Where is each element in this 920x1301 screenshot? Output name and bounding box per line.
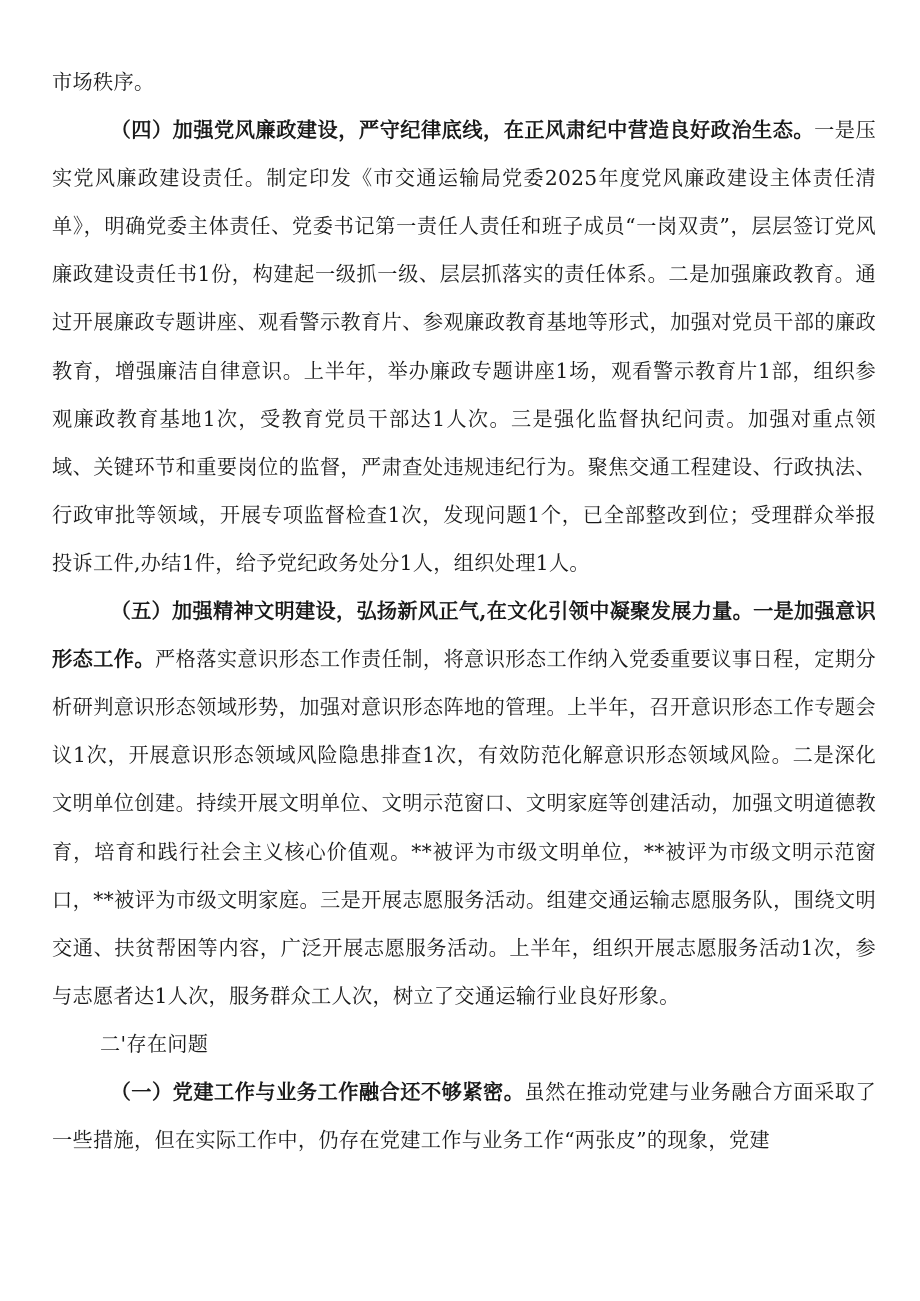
paragraph-text: 一是压实党风廉政建设责任。制定印发《市交通运输局党委2025年度党风廉政建设主体责任清单》，明确党委主体责任、党委书记第一责任人责任和班子成员“一岗双责”，层层签订党风廉政建设责任书1份，构建起一级抓一级、层层抓落实的责任体系。二是加强廉政教育。通过开展廉政专题讲座、观看警示教育片、参观廉政教育基地等形式，加强对党员干部的廉政教育，增强廉洁自律意识。上半年，举办廉政专题讲座1场，观看警示教育片1部，组织参观廉政教育基地1次，受教育党员干部达1人次。三是强化监督执纪问责。加强对重点领域、关键环节和重要岗位的监督，严肃查处违规违纪行为。聚焦交通工程建设、行政执法、行政审批等领域，开展专项监督检查1次，发现问题1个，已全部整改到位；受理群众举报投诉工件,办结1件，给予党纪政务处分1人，组织处理1人。 (52, 118, 876, 575)
section-heading-problems (52, 1020, 876, 1068)
section-heading-text: 二'存在问题 (100, 1031, 209, 1056)
paragraph-party-conduct (52, 106, 876, 587)
paragraph-text: 虽然在推动党建与业务融合方面采取了一些措施，但在实际工作中，仍存在党建工作与业务工作“两张皮”的现象，党建 (52, 1079, 876, 1153)
document-page (52, 58, 876, 1164)
paragraph-lead-heading: （五）加强精神文明建设，弘扬新风正气,在文化引领中凝聚发展力量。一是加强意识形态工作。 (52, 599, 876, 672)
paragraph-integration-issue (52, 1068, 876, 1164)
paragraph-lead-heading: （一）党建工作与业务工作融合还不够紧密。 (110, 1079, 525, 1104)
paragraph-text: 市场秩序。 (52, 70, 155, 94)
paragraph-text: 严格落实意识形态工作责任制，将意识形态工作纳入党委重要议事日程，定期分析研判意识形态领域形势，加强对意识形态阵地的管理。上半年，召开意识形态工作专题会议1次，开展意识形态领域风险隐患排查1次，有效防范化解意识形态领域风险。二是深化文明单位创建。持续开展文明单位、文明示范窗口、文明家庭等创建活动，加强文明道德教育，培育和践行社会主义核心价值观。**被评为市级文明单位，**被评为市级文明示范窗口，**被评为市级文明家庭。三是开展志愿服务活动。组建交通运输志愿服务队，围绕文明交通、扶贫帮困等内容，广泛开展志愿服务活动。上半年，组织开展志愿服务活动1次，参与志愿者达1人次，服务群众工人次，树立了交通运输行业良好形象。 (52, 647, 876, 1008)
paragraph-spiritual-civilization (52, 587, 876, 1020)
paragraph-lead-heading: （四）加强党风廉政建设，严守纪律底线，在正风肃纪中营造良好政治生态。 (110, 118, 815, 143)
paragraph-continuation (52, 58, 876, 106)
